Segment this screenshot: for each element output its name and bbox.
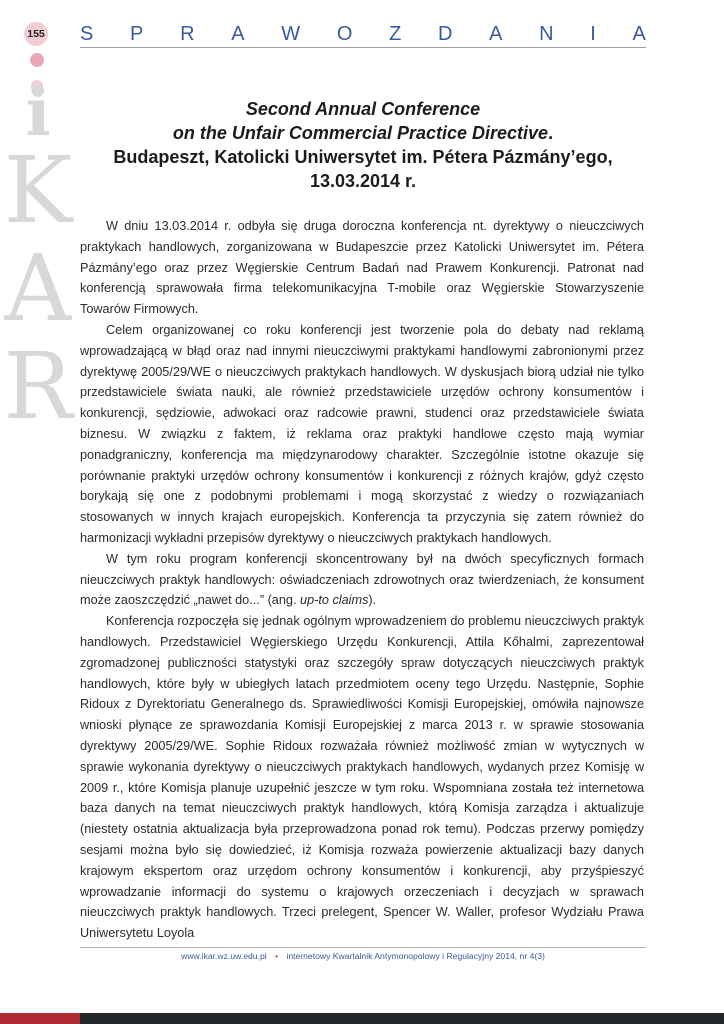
paragraph-4: Konferencja rozpoczęła się jednak ogólnym wprowadzeniem do problemu nieuczciwych praktyk handlowych. Przedstawiciel Węgierskiego Urzędu Konkurencji, Attila Kőhalmi, zaprezentował zgromadzonej publiczności statystyki oraz szczegóły spraw dotyczących nieuczciwych praktyk handlowych, które były w ubiegłych latach przedmiotem oceny tego Urzędu. Następnie, Sophie Ridoux z Dyrektoriatu Generalnego ds. Sprawiedliwości Komisji Europejskiej, omówiła najnowsze wnioski płynące ze sprawozdania Komisji Europejskiej z marca 2013 r. w sprawie stosowania dyrektywy 2005/29/WE. Sophie Ridoux rozważała również możliwość zmian w wytycznych w sprawie wykonania dyrektywy o nieuczciwych praktykach handlowych, wydanych przez Komisję w 2009 r., które Komisja planuje uzupełnić jeszcze w tym roku. Wspomniana została też internetowa baza danych na temat nieuczciwych praktyk handlowych, którą Komisja zarządza i aktualizuje (niestety ostatnia aktualizacja była przeprowadzona ponad rok temu). Podczas przerwy pomiędzy sesjami można było się dowiedzieć, iż Komisja rozważa powierzenie aktualizacji bazy danych krajowym ekspertom oraz urzędom ochrony konsumentów i konkurencji, aby przyśpieszyć wprowadzanie informacji do systemu o krajowych orzeczeniach i decyzjach w sprawach nieuczciwych praktyk handlowych. Trzeci prelegent, Spencer W. Waller, profesor Wydziału Prawa Uniwersytetu Loyola	[80, 614, 644, 941]
footer-journal: internetowy Kwartalnik Antymonopolowy i Regulacyjny 2014, nr 4(3)	[286, 951, 545, 961]
ikar-logo	[2, 73, 74, 440]
footer-url[interactable]: www.ikar.wz.uw.edu.pl	[181, 951, 267, 961]
paragraph-3	[80, 549, 644, 611]
paragraph-1: W dniu 13.03.2014 r. odbyła się druga doroczna konferencja nt. dyrektywy o nieuczciwych praktykach handlowych, zorganizowana w Budapeszcie przez Katolicki Uniwersytet im. Pétera Pázmány’ego oraz przez Węgierskie Centrum Badań nad Prawem Konkurencji. Patronat nad konferencją sprawowała firma telekomunikacyjna T-mobile oraz Węgierskie Stowarzyszenie Towarów Firmowych.	[80, 219, 644, 317]
paragraph-3-italic: up-to claims	[300, 593, 369, 608]
header-letter: A	[231, 23, 245, 45]
title-line-4: 13.03.2014 r.	[309, 171, 417, 191]
header-letter: W	[281, 23, 301, 45]
header-letter: P	[130, 23, 144, 45]
bottom-bar-accent	[0, 1013, 80, 1024]
article-title	[80, 97, 646, 193]
header-letter: R	[180, 23, 195, 45]
header-letter: I	[590, 23, 596, 45]
title-line-1: Second Annual Conference	[245, 99, 481, 119]
title-line-2-italic: on the Unfair Commercial Practice Directive	[172, 123, 549, 143]
bottom-bar	[0, 1013, 724, 1024]
title-line-2	[80, 121, 646, 145]
header-letter: O	[336, 23, 353, 45]
header-letter: Z	[389, 23, 402, 45]
logo-letter-k: K	[3, 137, 73, 244]
logo-letter-r: R	[3, 333, 73, 440]
footer	[80, 950, 646, 962]
header-letter: A	[489, 23, 503, 45]
paragraph-3-text: W tym roku program konferencji skoncentrowany był na dwóch specyficznych formach nieuczciwych praktyk handlowych: oświadczeniach zdrowotnych oraz twierdzeniach, że konsument może zaoszczędzić „nawet do...” (ang.	[80, 551, 644, 608]
title-line-3: Budapeszt, Katolicki Uniwersytet im. Pétera Pázmány’ego,	[113, 147, 613, 167]
header-divider	[80, 47, 646, 48]
logo-letter-a: A	[4, 235, 72, 342]
page-number: 155	[24, 22, 48, 46]
article-body	[80, 216, 644, 944]
header-letter: A	[632, 23, 646, 45]
paragraph-3-end: ).	[368, 593, 377, 608]
header-letter: D	[437, 23, 453, 45]
section-header	[80, 22, 646, 46]
header-letter: N	[539, 23, 554, 45]
footer-bullet: •	[275, 951, 279, 961]
footer-divider	[80, 947, 646, 948]
title-line-2-tail: .	[548, 123, 554, 143]
decorative-dot	[30, 53, 44, 67]
paragraph-2: Celem organizowanej co roku konferencji jest tworzenie pola do debaty nad reklamą wprowadzającą w błąd oraz nad innymi nieuczciwymi praktykami handlowymi zabronionymi przez dyrektywę 2005/29/WE o nieuczciwych praktykach handlowych. W dyskusjach biorą udział nie tylko przedstawiciele świata nauki, ale również przedstawiciele urzędów ochrony konsumentów i konkurencji, sędziowie, adwokaci oraz radcowie prawni, studenci oraz przedstawiciele świata biznesu. W związku z faktem, iż reklama oraz praktyki handlowe często mają wymiar ponadgraniczny, konferencja ma międzynarodowy charakter. Szczególnie istotne okazuje się porównanie praktyki urzędów ochrony konsumentów i konkurencji z różnych krajów, gdyż często borykają się one z podobnymi problemami i mogą skorzystać z wiedzy o rozwiązaniach stosowanych w innych krajach europejskich. Konferencja ta przyczynia się zatem również do harmonizacji wykładni przepisów dyrektywy o nieuczciwych praktykach handlowych.	[80, 322, 644, 545]
logo-letter-i: i	[25, 73, 51, 151]
header-letter: S	[80, 23, 94, 45]
